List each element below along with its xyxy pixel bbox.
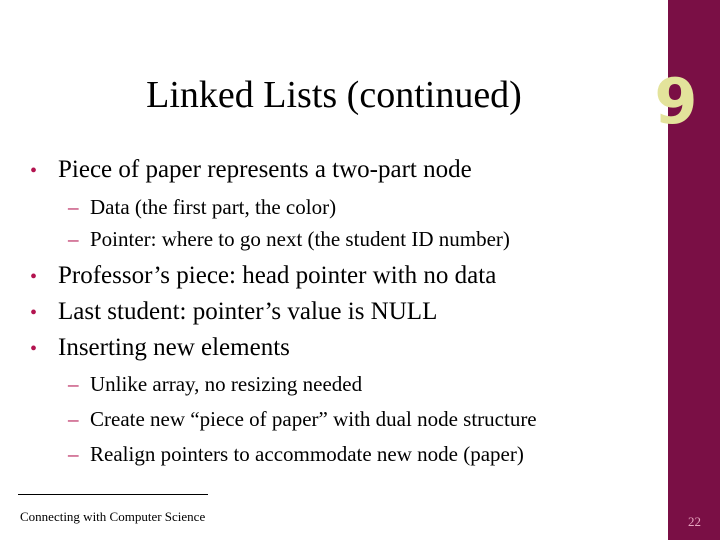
footer-text: Connecting with Computer Science [20,509,206,524]
sub-bullet-item: – Pointer: where to go next (the student ID number) [68,227,510,251]
bullet-item: • Last student: pointer’s value is NULL [30,296,437,329]
footer-divider [18,494,208,495]
sub-bullet-item: – Data (the first part, the color) [68,195,337,219]
dash-icon: – [68,227,79,251]
dash-icon: – [68,442,79,466]
bullet-item: • Inserting new elements [30,332,290,365]
slide-title: Linked Lists (continued) [146,74,522,116]
dash-icon: – [68,195,79,219]
bullet-icon: • [30,266,38,288]
sub-bullet-item: – Create new “piece of paper” with dual node structure [68,407,537,431]
dash-icon: – [68,372,79,396]
bullet-item: • Piece of paper represents a two-part node [30,154,472,187]
page-number: 22 [688,514,701,529]
bullet-item: • Professor’s piece: head pointer with no data [30,260,496,293]
sub-bullet-item: – Realign pointers to accommodate new node (paper) [68,442,524,466]
chapter-number-badge: 9 [654,65,698,138]
bullet-icon: • [30,160,38,182]
dash-icon: – [68,407,79,431]
sub-bullet-item: – Unlike array, no resizing needed [68,372,363,396]
bullet-icon: • [30,338,38,360]
bullet-icon: • [30,302,38,324]
